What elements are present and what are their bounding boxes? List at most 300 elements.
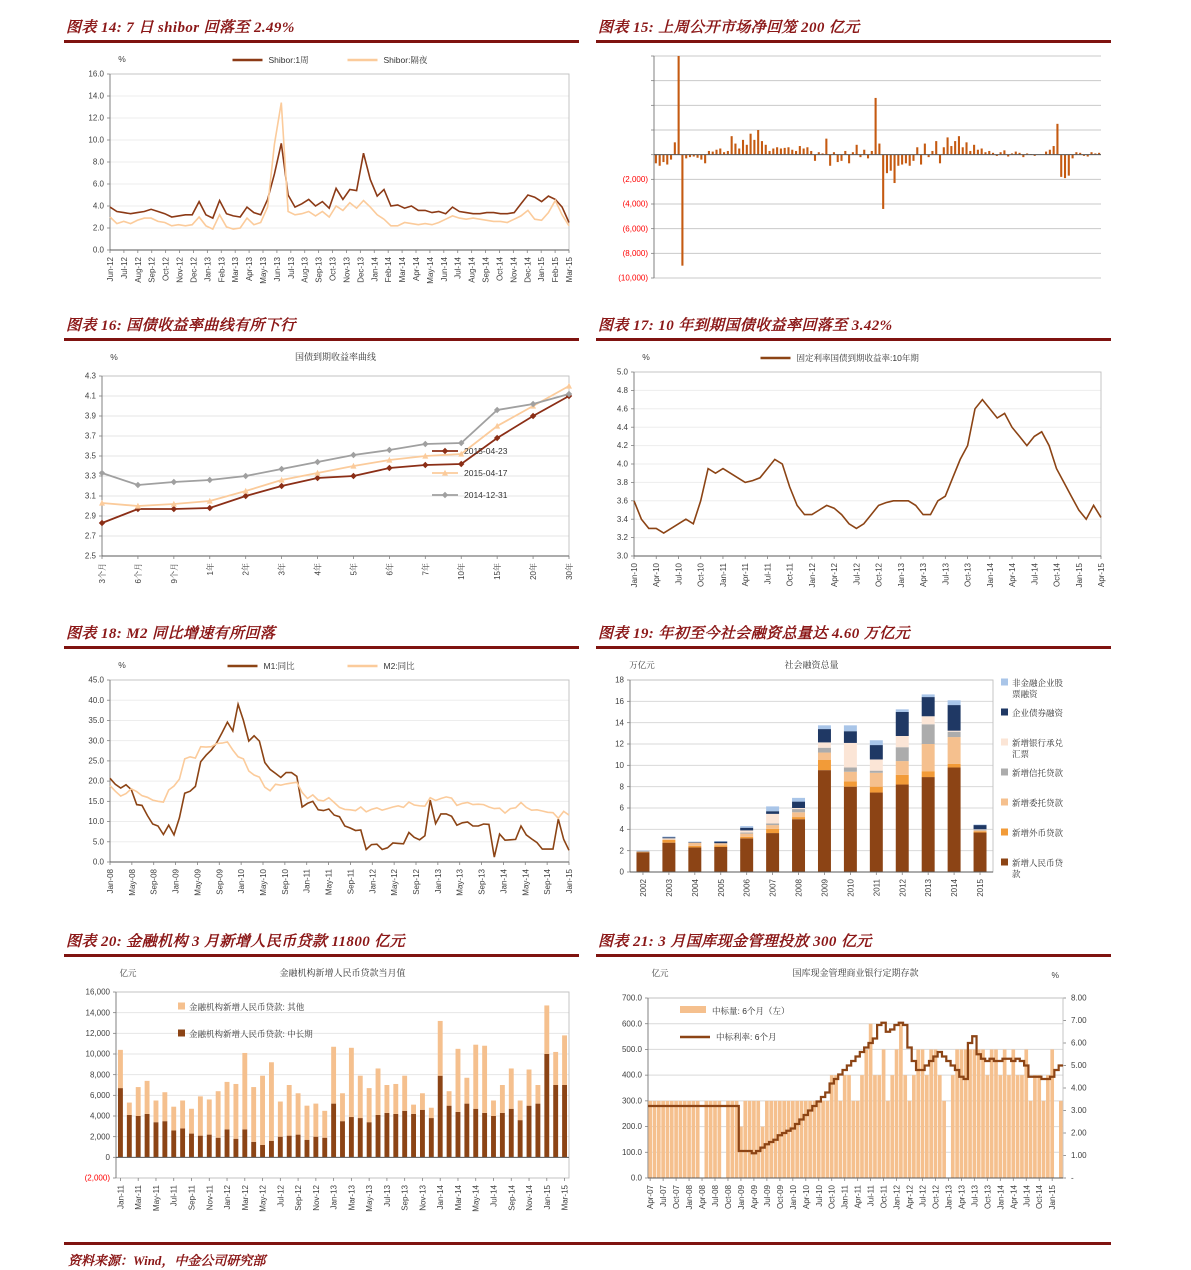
svg-text:Apr-13: Apr-13: [957, 1184, 966, 1209]
svg-text:Mar-11: Mar-11: [134, 1184, 143, 1209]
svg-text:Apr-11: Apr-11: [854, 1184, 863, 1208]
svg-text:Sep-14: Sep-14: [482, 256, 491, 282]
svg-text:4.0: 4.0: [93, 202, 105, 211]
svg-text:新增银行承兑: 新增银行承兑: [1012, 738, 1064, 748]
figure-14-title: 图表 14: 7 日 shibor 回落至 2.49%: [64, 14, 579, 43]
svg-text:2003: 2003: [665, 878, 674, 896]
svg-text:(8,000): (8,000): [623, 249, 649, 258]
svg-text:Jul-12: Jul-12: [919, 1184, 928, 1206]
svg-text:Jan-10: Jan-10: [789, 1184, 798, 1209]
svg-text:Feb-15: Feb-15: [551, 256, 560, 282]
svg-text:18: 18: [615, 676, 624, 685]
svg-text:Oct-10: Oct-10: [828, 1184, 837, 1209]
svg-text:May-12: May-12: [259, 1184, 268, 1211]
svg-text:20.0: 20.0: [88, 777, 104, 786]
svg-text:2013: 2013: [924, 878, 933, 896]
svg-text:Mar-13: Mar-13: [231, 256, 240, 282]
svg-text:Apr-12: Apr-12: [830, 562, 839, 587]
svg-text:Sep-13: Sep-13: [478, 868, 487, 894]
svg-text:金融机构新增人民币贷款当月值: 金融机构新增人民币贷款当月值: [279, 967, 405, 978]
svg-text:3.8: 3.8: [617, 478, 629, 487]
svg-text:Sep-13: Sep-13: [315, 256, 324, 282]
svg-text:Jun-13: Jun-13: [273, 256, 282, 281]
svg-text:3.9: 3.9: [85, 412, 97, 421]
svg-text:4.00: 4.00: [1071, 1084, 1087, 1093]
svg-text:8: 8: [620, 782, 625, 791]
svg-text:Jul-14: Jul-14: [1022, 1184, 1031, 1206]
svg-text:45.0: 45.0: [88, 676, 104, 685]
svg-text:Apr-13: Apr-13: [245, 256, 254, 281]
svg-text:10.0: 10.0: [88, 136, 104, 145]
svg-text:12.0: 12.0: [88, 114, 104, 123]
svg-text:Jan-13: Jan-13: [203, 256, 212, 281]
svg-text:Jan-12: Jan-12: [368, 868, 377, 893]
svg-text:Sep-14: Sep-14: [507, 1184, 516, 1210]
svg-text:Mar-14: Mar-14: [454, 1184, 463, 1210]
svg-text:9个月: 9个月: [169, 563, 179, 583]
svg-text:新增外币贷款: 新增外币贷款: [1012, 828, 1064, 838]
svg-text:Oct-11: Oct-11: [880, 1184, 889, 1208]
svg-text:2: 2: [620, 846, 625, 855]
svg-text:Aug-13: Aug-13: [301, 256, 310, 282]
svg-text:0.0: 0.0: [631, 1174, 643, 1183]
svg-text:Dec-13: Dec-13: [356, 256, 365, 282]
figure-14: [64, 14, 579, 300]
svg-text:May-14: May-14: [472, 1184, 481, 1211]
svg-text:May-13: May-13: [456, 868, 465, 895]
svg-text:Apr-11: Apr-11: [741, 562, 750, 586]
svg-text:中标量: 6个月（左）: 中标量: 6个月（左）: [712, 1006, 789, 1016]
svg-text:Jan-13: Jan-13: [434, 868, 443, 893]
svg-text:国债到期收益率曲线: 国债到期收益率曲线: [295, 351, 376, 362]
svg-text:3个月: 3个月: [97, 563, 107, 583]
svg-text:-: -: [1071, 1174, 1074, 1183]
svg-text:Jan-14: Jan-14: [436, 1184, 445, 1209]
svg-text:2.0: 2.0: [93, 224, 105, 233]
svg-text:Jul-14: Jul-14: [490, 1184, 499, 1206]
svg-text:3.0: 3.0: [617, 552, 629, 561]
svg-text:Jan-08: Jan-08: [106, 868, 115, 893]
svg-text:10.0: 10.0: [88, 817, 104, 826]
svg-text:May-14: May-14: [426, 256, 435, 283]
svg-text:1.00: 1.00: [1071, 1151, 1087, 1160]
svg-text:2014-12-31: 2014-12-31: [464, 490, 508, 500]
svg-text:Oct-12: Oct-12: [162, 256, 171, 281]
svg-text:100.0: 100.0: [622, 1148, 643, 1157]
svg-text:Jan-12: Jan-12: [893, 1184, 902, 1209]
svg-text:400.0: 400.0: [622, 1071, 643, 1080]
svg-text:Dec-14: Dec-14: [523, 256, 532, 282]
svg-text:3.5: 3.5: [85, 452, 97, 461]
svg-text:0: 0: [106, 1153, 111, 1162]
svg-text:Apr-14: Apr-14: [1009, 1184, 1018, 1209]
svg-text:8.00: 8.00: [1071, 994, 1087, 1003]
svg-text:Mar-13: Mar-13: [347, 1184, 356, 1210]
svg-text:Jan-12: Jan-12: [808, 562, 817, 587]
svg-text:Jan-13: Jan-13: [944, 1184, 953, 1209]
svg-text:40.0: 40.0: [88, 696, 104, 705]
svg-text:7.00: 7.00: [1071, 1016, 1087, 1025]
svg-text:企业债券融资: 企业债券融资: [1012, 708, 1064, 718]
svg-text:May-11: May-11: [152, 1184, 161, 1211]
svg-text:2007: 2007: [769, 878, 778, 896]
svg-text:3.2: 3.2: [617, 533, 629, 542]
source-note-text: 资料来源：Wind，中金公司研究部: [68, 1253, 265, 1268]
svg-text:Nov-11: Nov-11: [205, 1184, 214, 1210]
svg-text:2.00: 2.00: [1071, 1129, 1087, 1138]
svg-text:16: 16: [615, 697, 624, 706]
svg-text:Feb-14: Feb-14: [384, 256, 393, 282]
figure-21: [596, 928, 1111, 1232]
svg-text:金融机构新增人民币贷款: 中长期: 金融机构新增人民币贷款: 中长期: [189, 1029, 313, 1039]
svg-text:3.7: 3.7: [85, 432, 97, 441]
svg-text:Jan-14: Jan-14: [986, 562, 995, 587]
svg-text:25.0: 25.0: [88, 756, 104, 765]
svg-text:20年: 20年: [528, 563, 538, 580]
svg-text:3.3: 3.3: [85, 472, 97, 481]
svg-text:Oct-13: Oct-13: [983, 1184, 992, 1209]
svg-text:Jul-13: Jul-13: [287, 256, 296, 278]
svg-text:Jul-08: Jul-08: [711, 1184, 720, 1206]
figure-15-chart: [596, 48, 1111, 288]
svg-text:金融机构新增人民币贷款: 其他: 金融机构新增人民币贷款: 其他: [189, 1002, 305, 1012]
svg-text:700.0: 700.0: [622, 994, 643, 1003]
svg-text:Jan-12: Jan-12: [223, 1184, 232, 1209]
svg-text:2.9: 2.9: [85, 512, 97, 521]
svg-text:1年: 1年: [205, 563, 215, 575]
figure-19-title: 图表 19: 年初至今社会融资总量达 4.60 万亿元: [596, 620, 1111, 649]
svg-text:4.4: 4.4: [617, 423, 629, 432]
svg-text:Jul-09: Jul-09: [763, 1184, 772, 1206]
svg-text:Jul-11: Jul-11: [867, 1184, 876, 1206]
svg-text:10年: 10年: [456, 563, 466, 580]
svg-text:4.6: 4.6: [617, 404, 629, 413]
svg-text:Oct-13: Oct-13: [329, 256, 338, 281]
svg-text:Oct-09: Oct-09: [776, 1184, 785, 1209]
svg-text:8,000: 8,000: [90, 1070, 111, 1079]
svg-text:Jul-13: Jul-13: [970, 1184, 979, 1206]
svg-text:Sep-10: Sep-10: [281, 868, 290, 894]
svg-text:10,000: 10,000: [86, 1050, 111, 1059]
svg-text:Jan-15: Jan-15: [1075, 562, 1084, 587]
svg-text:30.0: 30.0: [88, 736, 104, 745]
svg-text:Oct-14: Oct-14: [495, 256, 504, 281]
svg-text:14.0: 14.0: [88, 92, 104, 101]
svg-text:2014: 2014: [950, 878, 959, 896]
figure-16-chart: [64, 346, 579, 608]
svg-text:Nov-13: Nov-13: [418, 1184, 427, 1210]
figure-18: [64, 620, 579, 916]
svg-text:Sep-13: Sep-13: [401, 1184, 410, 1210]
svg-text:Nov-12: Nov-12: [176, 256, 185, 282]
svg-text:Apr-14: Apr-14: [1008, 562, 1017, 587]
svg-text:2008: 2008: [795, 878, 804, 896]
figure-16: [64, 312, 579, 608]
svg-text:Sep-11: Sep-11: [188, 1184, 197, 1210]
svg-text:5.0: 5.0: [617, 368, 629, 377]
svg-text:2012: 2012: [898, 878, 907, 896]
svg-text:Nov-12: Nov-12: [312, 1184, 321, 1210]
svg-text:%: %: [642, 352, 650, 362]
svg-text:Jul-13: Jul-13: [383, 1184, 392, 1206]
svg-text:Sep-12: Sep-12: [412, 868, 421, 894]
svg-text:Mar-15: Mar-15: [565, 256, 574, 282]
svg-text:May-13: May-13: [259, 256, 268, 283]
svg-text:Nov-14: Nov-14: [525, 1184, 534, 1210]
svg-text:汇票: 汇票: [1012, 749, 1030, 759]
svg-text:3年: 3年: [277, 563, 287, 575]
svg-text:2006: 2006: [743, 878, 752, 896]
svg-text:Sep-11: Sep-11: [346, 868, 355, 894]
svg-text:Dec-12: Dec-12: [189, 256, 198, 282]
svg-text:(2,000): (2,000): [623, 175, 649, 184]
svg-text:2015-04-17: 2015-04-17: [464, 468, 508, 478]
svg-text:Jan-08: Jan-08: [685, 1184, 694, 1209]
svg-text:3.6: 3.6: [617, 496, 629, 505]
svg-text:Jan-11: Jan-11: [719, 562, 728, 586]
svg-text:6.00: 6.00: [1071, 1039, 1087, 1048]
figure-15-title: 图表 15: 上周公开市场净回笼 200 亿元: [596, 14, 1111, 43]
svg-text:Jul-14: Jul-14: [454, 256, 463, 278]
figure-19-chart: [596, 654, 1111, 916]
svg-text:Jul-12: Jul-12: [276, 1184, 285, 1206]
svg-text:0.0: 0.0: [93, 858, 105, 867]
svg-text:Jun-14: Jun-14: [440, 256, 449, 281]
svg-text:May-12: May-12: [390, 868, 399, 895]
svg-text:8.0: 8.0: [93, 158, 105, 167]
svg-text:4: 4: [620, 825, 625, 834]
svg-text:2.5: 2.5: [85, 552, 97, 561]
svg-text:Jan-10: Jan-10: [237, 868, 246, 893]
svg-text:款: 款: [1012, 869, 1021, 879]
svg-text:May-11: May-11: [325, 868, 334, 895]
figure-20-chart: [64, 962, 579, 1230]
svg-text:Apr-14: Apr-14: [412, 256, 421, 281]
svg-text:3.00: 3.00: [1071, 1106, 1087, 1115]
svg-text:Jan-13: Jan-13: [897, 562, 906, 587]
svg-text:5.0: 5.0: [93, 837, 105, 846]
svg-text:Sep-14: Sep-14: [543, 868, 552, 894]
svg-text:6个月: 6个月: [133, 563, 143, 583]
svg-text:0: 0: [620, 868, 625, 877]
svg-text:Nov-13: Nov-13: [342, 256, 351, 282]
svg-text:(6,000): (6,000): [623, 224, 649, 233]
svg-text:Apr-07: Apr-07: [646, 1184, 655, 1209]
svg-text:0.0: 0.0: [93, 246, 105, 255]
svg-text:2010: 2010: [846, 878, 855, 896]
svg-text:Jan-15: Jan-15: [1048, 1184, 1057, 1209]
svg-text:May-08: May-08: [128, 868, 137, 895]
svg-text:15.0: 15.0: [88, 797, 104, 806]
svg-text:Apr-10: Apr-10: [802, 1184, 811, 1209]
svg-text:Oct-12: Oct-12: [931, 1184, 940, 1209]
svg-text:4.8: 4.8: [617, 386, 629, 395]
figure-19: [596, 620, 1111, 916]
svg-text:(2,000): (2,000): [85, 1174, 111, 1183]
svg-text:5年: 5年: [348, 563, 358, 575]
svg-text:中标利率: 6个月: 中标利率: 6个月: [716, 1032, 776, 1042]
svg-text:%: %: [110, 352, 118, 362]
figure-15: [596, 14, 1111, 300]
svg-text:Jul-10: Jul-10: [674, 562, 683, 584]
svg-text:Oct-11: Oct-11: [786, 562, 795, 586]
figure-17: [596, 312, 1111, 608]
svg-text:2年: 2年: [241, 563, 251, 575]
figure-18-title: 图表 18: M2 同比增速有所回落: [64, 620, 579, 649]
svg-text:(4,000): (4,000): [623, 200, 649, 209]
svg-text:Jan-14: Jan-14: [996, 1184, 1005, 1209]
svg-text:4.1: 4.1: [85, 392, 97, 401]
svg-text:Jan-15: Jan-15: [543, 1184, 552, 1209]
svg-text:5.00: 5.00: [1071, 1061, 1087, 1070]
svg-text:Jul-14: Jul-14: [1030, 562, 1039, 584]
svg-text:300.0: 300.0: [622, 1096, 643, 1105]
svg-text:12,000: 12,000: [86, 1029, 111, 1038]
svg-text:Apr-12: Apr-12: [906, 1184, 915, 1209]
figure-21-title: 图表 21: 3 月国库现金管理投放 300 亿元: [596, 928, 1111, 957]
svg-text:2011: 2011: [872, 878, 881, 896]
svg-text:Jan-11: Jan-11: [841, 1184, 850, 1208]
figure-20: [64, 928, 579, 1232]
svg-text:新增委托贷款: 新增委托贷款: [1012, 798, 1064, 808]
svg-text:15年: 15年: [492, 563, 502, 580]
svg-text:10: 10: [615, 761, 624, 770]
svg-text:6年: 6年: [384, 563, 394, 575]
svg-text:3.1: 3.1: [85, 492, 97, 501]
svg-text:Aug-14: Aug-14: [468, 256, 477, 282]
svg-text:Jul-12: Jul-12: [852, 562, 861, 584]
figure-18-chart: [64, 654, 579, 914]
svg-text:Oct-12: Oct-12: [875, 562, 884, 587]
svg-text:6.0: 6.0: [93, 180, 105, 189]
svg-text:2005: 2005: [717, 878, 726, 896]
svg-text:万亿元: 万亿元: [629, 660, 655, 670]
svg-text:Jan-15: Jan-15: [565, 868, 574, 893]
svg-text:14: 14: [615, 718, 624, 727]
svg-text:亿元: 亿元: [119, 968, 137, 978]
svg-text:Sep-12: Sep-12: [294, 1184, 303, 1210]
svg-text:Jan-09: Jan-09: [737, 1184, 746, 1209]
svg-text:社会融资总量: 社会融资总量: [784, 659, 838, 670]
svg-text:May-13: May-13: [365, 1184, 374, 1211]
svg-text:Mar-14: Mar-14: [398, 256, 407, 282]
svg-text:Jan-14: Jan-14: [499, 868, 508, 893]
svg-text:Sep-08: Sep-08: [150, 868, 159, 894]
svg-text:Jan-11: Jan-11: [116, 1184, 125, 1208]
svg-text:%: %: [118, 660, 126, 670]
svg-text:Sep-12: Sep-12: [148, 256, 157, 282]
svg-text:2015: 2015: [976, 878, 985, 896]
svg-text:4年: 4年: [313, 563, 323, 575]
svg-text:Shibor:隔夜: Shibor:隔夜: [384, 55, 428, 65]
source-note: [64, 1242, 1111, 1270]
svg-text:新增人民币贷: 新增人民币贷: [1012, 858, 1064, 868]
svg-text:Mar-12: Mar-12: [241, 1184, 250, 1210]
svg-text:Jul-12: Jul-12: [120, 256, 129, 278]
svg-text:Jul-13: Jul-13: [941, 562, 950, 584]
svg-text:30年: 30年: [564, 563, 574, 580]
figure-21-chart: [596, 962, 1111, 1232]
svg-text:Apr-08: Apr-08: [698, 1184, 707, 1209]
figure-14-chart: [64, 48, 579, 300]
svg-text:500.0: 500.0: [622, 1045, 643, 1054]
svg-text:Jan-14: Jan-14: [370, 256, 379, 281]
svg-text:Apr-15: Apr-15: [1097, 562, 1106, 587]
svg-text:12: 12: [615, 740, 624, 749]
svg-text:Oct-13: Oct-13: [964, 562, 973, 587]
svg-text:Jun-12: Jun-12: [106, 256, 115, 281]
svg-text:May-14: May-14: [521, 868, 530, 895]
svg-text:国库现金管理商业银行定期存款: 国库现金管理商业银行定期存款: [792, 967, 918, 978]
svg-text:Apr-10: Apr-10: [652, 562, 661, 587]
svg-text:35.0: 35.0: [88, 716, 104, 725]
svg-text:Jul-11: Jul-11: [170, 1184, 179, 1206]
svg-text:Nov-14: Nov-14: [509, 256, 518, 282]
svg-text:Jan-11: Jan-11: [303, 868, 312, 892]
figure-20-title: 图表 20: 金融机构 3 月新增人民币贷款 11800 亿元: [64, 928, 579, 957]
svg-text:Oct-07: Oct-07: [672, 1184, 681, 1209]
svg-text:200.0: 200.0: [622, 1122, 643, 1131]
svg-text:%: %: [118, 54, 126, 64]
figure-17-chart: [596, 346, 1111, 608]
svg-text:(10,000): (10,000): [618, 274, 648, 283]
svg-text:Feb-13: Feb-13: [217, 256, 226, 282]
svg-text:2,000: 2,000: [90, 1132, 111, 1141]
svg-text:Jan-09: Jan-09: [172, 868, 181, 893]
svg-text:Jul-07: Jul-07: [659, 1184, 668, 1206]
svg-text:亿元: 亿元: [651, 968, 669, 978]
svg-text:新增信托贷款: 新增信托贷款: [1012, 768, 1064, 778]
svg-text:M2:同比: M2:同比: [384, 661, 416, 671]
svg-text:Oct-10: Oct-10: [697, 562, 706, 587]
figure-grid: [64, 14, 1111, 1232]
svg-text:16,000: 16,000: [86, 988, 111, 997]
svg-text:3.4: 3.4: [617, 515, 629, 524]
figure-17-title: 图表 17: 10 年到期国债收益率回落至 3.42%: [596, 312, 1111, 341]
svg-text:2.7: 2.7: [85, 532, 97, 541]
svg-text:Apr-09: Apr-09: [750, 1184, 759, 1209]
svg-text:%: %: [1051, 970, 1059, 980]
svg-text:7年: 7年: [420, 563, 430, 575]
svg-text:14,000: 14,000: [86, 1008, 111, 1017]
svg-text:Jan-15: Jan-15: [537, 256, 546, 281]
svg-text:6,000: 6,000: [90, 1091, 111, 1100]
svg-text:Shibor:1周: Shibor:1周: [269, 55, 309, 65]
svg-text:Mar-15: Mar-15: [561, 1184, 570, 1210]
svg-text:4.0: 4.0: [617, 460, 629, 469]
svg-text:2009: 2009: [820, 878, 829, 896]
svg-text:Jul-10: Jul-10: [815, 1184, 824, 1206]
svg-text:May-10: May-10: [259, 868, 268, 895]
svg-text:Jan-10: Jan-10: [630, 562, 639, 587]
svg-text:May-09: May-09: [193, 868, 202, 895]
svg-text:票融资: 票融资: [1012, 689, 1038, 699]
svg-text:Apr-13: Apr-13: [919, 562, 928, 587]
svg-text:Oct-14: Oct-14: [1053, 562, 1062, 587]
svg-text:Oct-08: Oct-08: [724, 1184, 733, 1209]
svg-text:非金融企业股: 非金融企业股: [1012, 678, 1064, 688]
svg-text:4.2: 4.2: [617, 441, 629, 450]
svg-text:2002: 2002: [639, 878, 648, 896]
svg-text:16.0: 16.0: [88, 70, 104, 79]
svg-text:Jan-13: Jan-13: [330, 1184, 339, 1209]
svg-text:Jul-11: Jul-11: [763, 562, 772, 584]
svg-text:4,000: 4,000: [90, 1112, 111, 1121]
svg-text:600.0: 600.0: [622, 1019, 643, 1028]
svg-text:Aug-12: Aug-12: [134, 256, 143, 282]
svg-text:2015-04-23: 2015-04-23: [464, 446, 508, 456]
svg-text:固定利率国债到期收益率:10年期: 固定利率国债到期收益率:10年期: [797, 353, 920, 363]
